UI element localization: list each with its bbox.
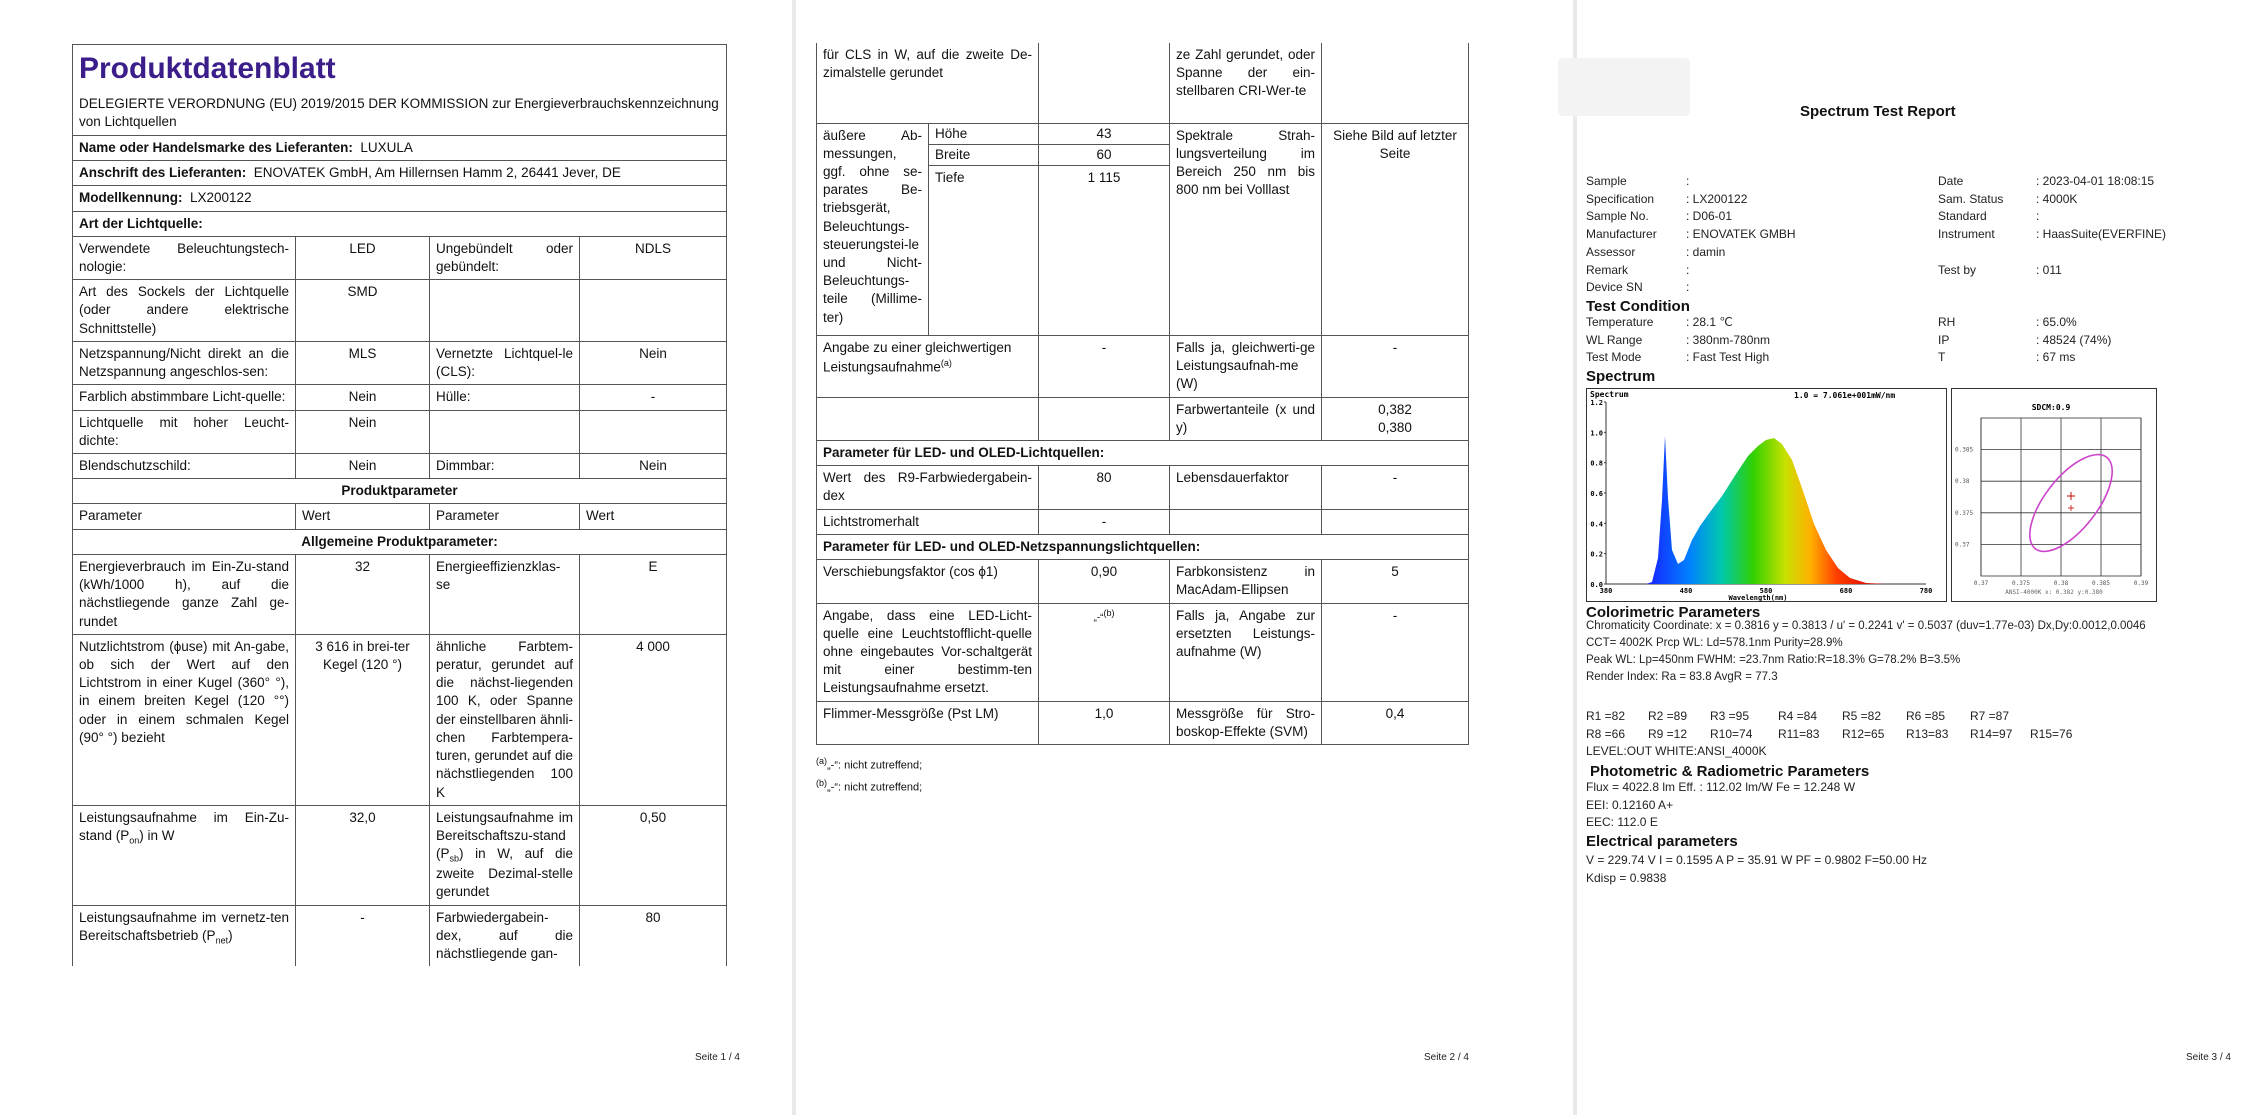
supplier-name: LUXULA <box>360 139 413 155</box>
row-label: Farbwiedergabein-dex, auf die nächstliegende gan- <box>430 905 580 966</box>
r-value: R13=83 <box>1906 727 1949 741</box>
spectral-value: Siehe Bild auf letzter Seite <box>1322 123 1469 335</box>
field-label: Test by <box>1938 262 1977 277</box>
sdcm-y-tick: 0.385 <box>1955 446 1974 454</box>
row-label: Falls ja, gleichwerti-ge Leistungsaufnah-me (W) <box>1170 335 1322 397</box>
supplier-address: ENOVATEK GmbH, Am Hillernsen Hamm 2, 26441 Jever, DE <box>253 165 621 181</box>
spectrum-y-tick: 0.2 <box>1590 550 1603 559</box>
page-title: Produktdatenblatt <box>79 52 336 85</box>
chromaticity-label: Farbwertanteile (x und y) <box>1170 397 1322 440</box>
row-label <box>430 410 580 453</box>
row-value: 3 616 in brei-ter Kegel (120 °) <box>296 634 430 805</box>
product-params-heading: Produktparameter <box>73 479 727 504</box>
chromaticity-value: 0,382 0,380 <box>1322 397 1469 440</box>
r-value: R10=74 <box>1710 727 1753 741</box>
row-value: - <box>1322 603 1469 701</box>
type-row <box>73 454 727 479</box>
row-label: Lebensdauerfaktor <box>1170 466 1322 509</box>
colorimetric-line: Chromaticity Coordinate: x = 0.3816 y = 0.3813 / u' = 0.2241 v' = 0.5037 (duv=1.77e-03) Dx,Dy:0.0012,0.0046 <box>1586 620 2146 632</box>
sdcm-chart <box>1951 388 2157 602</box>
row-value <box>1039 43 1170 123</box>
spectrum-x-tick: 780 <box>1919 587 1933 595</box>
page-2 <box>796 0 1573 1115</box>
faded-logo <box>1558 58 1690 116</box>
row-label: Wert des R9-Farbwiedergabein-dex <box>817 466 1039 509</box>
spectrum-x-tick: 480 <box>1679 587 1693 595</box>
row-value: LED <box>296 236 430 279</box>
field-value: : D06-01 <box>1686 209 1733 224</box>
field-value: : <box>1686 174 1690 188</box>
condition-value: : 67 ms <box>2036 350 2076 365</box>
condition-value: : 48524 (74%) <box>2036 332 2112 347</box>
r-value: R14=97 <box>1970 727 2013 741</box>
row-value: 1,0 <box>1039 701 1170 744</box>
row-value: - <box>1039 509 1170 534</box>
r-value: R11=83 <box>1778 727 1820 741</box>
field-value: : 2023-04-01 18:08:15 <box>2036 174 2155 188</box>
row-value: 0,90 <box>1039 560 1170 603</box>
sdcm-x-tick: 0.375 <box>2011 580 2031 587</box>
col-header-parameter: Parameter <box>430 504 580 529</box>
row-value: „-“$^{(b)}$ <box>1039 603 1170 701</box>
param-row <box>73 554 727 634</box>
row-value: 32 <box>296 554 430 634</box>
spectrum-peak-label: 1.0 = 7.061e+001mW/nm <box>1794 391 1896 400</box>
model-id: LX200122 <box>190 190 252 206</box>
dim-height-value: 43 <box>1039 123 1170 144</box>
spectrum-y-tick: 0.6 <box>1590 490 1603 498</box>
row-label: Nutzlichtstrom (ϕuse) mit An-gabe, ob sich der Wert auf den Lichtstrom in einer Kugel (360° °), in einem breiten Kegel (120 °°) oder in einem schmalen Kegel (90° °) bezieht <box>73 634 296 805</box>
colorimetric-line: CCT= 4002K Prcp WL: Ld=578.1nm Purity=28.9% <box>1586 637 1843 649</box>
row-label: Lichtquelle mit hoher Leucht-dichte: <box>73 410 296 453</box>
spectrum-y-tick: 0.8 <box>1590 459 1603 468</box>
field-label: Date <box>1938 174 1964 188</box>
led-params-heading: Parameter für LED- und OLED-Lichtquellen: <box>817 441 1469 466</box>
row-label: Farblich abstimmbare Licht-quelle: <box>73 385 296 410</box>
row-label: Falls ja, Angabe zur ersetzten Leistungs-aufnahme (W) <box>1170 603 1322 701</box>
row-label: Angabe zu einer gleichwertigen Leistungsaufnahme$^{(a)}$ <box>817 335 1039 397</box>
product-datasheet-table-continued <box>816 43 1469 745</box>
row-value: Nein <box>296 385 430 410</box>
type-heading: Art der Lichtquelle: <box>73 211 727 236</box>
page-number: Seite 2 / 4 <box>1423 1052 1469 1063</box>
electrical-line: Kdisp = 0.9838 <box>1586 870 1667 885</box>
condition-label: Temperature <box>1586 315 1654 329</box>
spectrum-chart <box>1586 388 1947 602</box>
row-value: E <box>580 554 727 634</box>
r-value: R9 =12 <box>1648 727 1688 741</box>
spectrum-x-tick: 380 <box>1599 587 1613 595</box>
spectrum-heading: Spectrum <box>1586 368 1656 385</box>
row-label: ze Zahl gerundet, oder Spanne der ein-stellbaren CRI-Wer-te <box>1170 43 1322 123</box>
row-label: Leistungsaufnahme im Bereitschaftszu-stand $(P_{sb})$ in W, auf die zweite Dezimal-stelle gerundet <box>430 805 580 905</box>
row-label: Art des Sockels der Lichtquelle (oder andere elektrische Schnittstelle) <box>73 280 296 342</box>
condition-label: WL Range <box>1586 332 1643 347</box>
field-value: : damin <box>1686 244 1726 259</box>
field-label: Manufacturer <box>1586 227 1657 242</box>
row-value: Nein <box>580 341 727 384</box>
condition-value: : 28.1 ℃ <box>1686 315 1733 329</box>
colorimetric-heading: Colorimetric Parameters <box>1586 604 1761 621</box>
sdcm-x-tick: 0.38 <box>2053 580 2069 587</box>
spectrum-y-tick: 0.4 <box>1590 520 1603 529</box>
field-value: : LX200122 <box>1686 191 1748 206</box>
row-label: Verwendete Beleuchtungstech-nologie: <box>73 236 296 279</box>
dim-height-label: Höhe <box>929 123 1039 144</box>
row-label: Messgröße für Stro-boskop-Effekte (SVM) <box>1170 701 1322 744</box>
r-value: R5 =82 <box>1842 709 1882 723</box>
footnote-a: $^{(a)}$„-“: nicht zutreffend; <box>816 756 923 772</box>
sdcm-label: SDCM:0.9 <box>2031 403 2071 412</box>
spectral-label: Spektrale Strah-lungsverteilung im Bereich 250 nm bis 800 nm bei Volllast <box>1170 123 1322 335</box>
photometric-heading: Photometric & Radiometric Parameters <box>1590 763 1870 780</box>
model-label: Modellkennung: <box>79 190 183 206</box>
page-number: Seite 3 / 4 <box>2185 1052 2231 1063</box>
field-label: Remark <box>1586 262 1629 277</box>
row-label: Blendschutzschild: <box>73 454 296 479</box>
condition-label: Test Mode <box>1586 350 1642 365</box>
sdcm-y-tick: 0.375 <box>1955 509 1974 517</box>
row-value: SMD <box>296 280 430 342</box>
row-label: Hülle: <box>430 385 580 410</box>
r-value: R7 =87 <box>1970 709 2010 723</box>
row-label: Dimmbar: <box>430 454 580 479</box>
r-value: R15=76 <box>2030 727 2073 741</box>
row-label: Ungebündelt oder gebündelt: <box>430 236 580 279</box>
dim-depth-value: 1 115 <box>1039 165 1170 335</box>
type-row <box>73 410 727 453</box>
condition-label: T <box>1938 350 1946 365</box>
regulation-text: DELEGIERTE VERORDNUNG (EU) 2019/2015 DER KOMMISSION zur Energieverbrauchskennzeichnung von Lichtquellen <box>79 95 719 129</box>
condition-value: : Fast Test High <box>1686 350 1770 365</box>
row-label: Lichtstromerhalt <box>817 509 1039 534</box>
mains-params-heading: Parameter für LED- und OLED-Netzspannungslichtquellen: <box>817 534 1469 559</box>
row-value: 80 <box>580 905 727 966</box>
spectrum-x-axis-label: Wavelength(nm) <box>1728 594 1788 602</box>
param-row <box>73 634 727 805</box>
row-value: 0,50 <box>580 805 727 905</box>
row-value: Nein <box>296 410 430 453</box>
row-label: Angabe, dass eine LED-Licht-quelle eine Leuchtstofflicht-quelle ohne eingebautes Vor-schaltgerät mit einer bestimm-ten Leistungsaufnahme ersetzt. <box>817 603 1039 701</box>
field-value: : 4000K <box>2036 191 2078 206</box>
row-label: Verschiebungsfaktor (cos ϕ1) <box>817 560 1039 603</box>
r-value: R4 =84 <box>1778 709 1818 723</box>
row-value: - <box>1039 335 1170 397</box>
param-row <box>73 805 727 905</box>
row-value: Nein <box>580 454 727 479</box>
row-value: Nein <box>296 454 430 479</box>
field-value: : HaasSuite(EVERFINE) <box>2036 227 2167 242</box>
colorimetric-line: Render Index: Ra = 83.8 AvgR = 77.3 <box>1586 671 1778 683</box>
field-label: Standard <box>1938 209 1987 224</box>
row-value <box>580 410 727 453</box>
condition-label: RH <box>1938 315 1956 329</box>
type-row <box>73 385 727 410</box>
spectrum-chart-label: Spectrum <box>1590 390 1629 399</box>
row-label: Vernetzte Lichtquel-le (CLS): <box>430 341 580 384</box>
r-value: R6 =85 <box>1906 709 1946 723</box>
row-label: Farbkonsistenz in MacAdam-Ellipsen <box>1170 560 1322 603</box>
r-value: R3 =95 <box>1710 709 1750 723</box>
row-value: 4 000 <box>580 634 727 805</box>
row-value: NDLS <box>580 236 727 279</box>
col-header-value: Wert <box>580 504 727 529</box>
column-header-row <box>73 504 727 529</box>
type-row <box>73 341 727 384</box>
field-label: Instrument <box>1938 227 1995 242</box>
photometric-line: EEI: 0.12160 A+ <box>1586 797 1674 812</box>
level-line: LEVEL:OUT WHITE:ANSI_4000K <box>1586 744 1767 758</box>
field-label: Sample No. <box>1586 209 1649 224</box>
row-value: 5 <box>1322 560 1469 603</box>
page-1 <box>0 0 792 1115</box>
row-value: 32,0 <box>296 805 430 905</box>
row-value: 80 <box>1039 466 1170 509</box>
spectrum-y-tick: 0.0 <box>1590 581 1603 589</box>
field-label: Sam. Status <box>1938 191 2004 206</box>
r-value: R1 =82 <box>1586 709 1626 723</box>
field-value: : ENOVATEK GMBH <box>1686 227 1796 242</box>
row-label: Netzspannung/Nicht direkt an die Netzspannung angeschlos-sen: <box>73 341 296 384</box>
photometric-line: Flux = 4022.8 lm Eff. : 112.02 lm/W Fe = 12.248 W <box>1586 780 1856 794</box>
spectrum-x-tick: 680 <box>1839 587 1853 595</box>
condition-value: : 380nm-780nm <box>1686 332 1771 347</box>
sdcm-x-tick: 0.37 <box>1973 580 1989 587</box>
row-value: 0,4 <box>1322 701 1469 744</box>
sdcm-footer: ANSI-4000K x: 0.382 y:0.380 <box>2005 589 2103 596</box>
r-value: R12=65 <box>1842 727 1885 741</box>
condition-value: : 65.0% <box>2036 315 2077 329</box>
sdcm-frame <box>1952 389 2157 602</box>
r-value: R2 =89 <box>1648 709 1688 723</box>
dim-width-label: Breite <box>929 144 1039 165</box>
photometric-line: EEC: 112.0 E <box>1586 815 1658 829</box>
page-number: Seite 1 / 4 <box>694 1052 740 1063</box>
field-label: Assessor <box>1586 244 1636 259</box>
supplier-address-label: Anschrift des Lieferanten: <box>79 165 247 181</box>
row-label: Leistungsaufnahme im vernetz-ten Bereitschaftsbetrieb $(P_{net})$ <box>73 905 296 966</box>
field-value: : 011 <box>2036 262 2062 277</box>
field-value: : <box>2036 209 2040 224</box>
field-label: Device SN <box>1586 280 1643 295</box>
field-value: : <box>1686 262 1690 277</box>
spectrum-y-tick: 1.0 <box>1590 429 1603 438</box>
row-value <box>580 280 727 342</box>
param-row <box>73 905 727 966</box>
row-label: Leistungsaufnahme im Ein-Zu-stand $(P_{on})$ in W <box>73 805 296 905</box>
field-value: : <box>1686 280 1690 295</box>
test-condition-heading: Test Condition <box>1586 298 1690 315</box>
row-label: Energieverbrauch im Ein-Zu-stand (kWh/1000 h), auf die nächstliegende ganze Zahl ge-rundet <box>73 554 296 634</box>
row-label: Flimmer-Messgröße (Pst LM) <box>817 701 1039 744</box>
row-value: - <box>1322 335 1469 397</box>
row-value: - <box>296 905 430 966</box>
row-label: ähnliche Farbtem-peratur, gerundet auf die nächst-liegenden 100 K, oder Spanne der einstellbaren ähnli-chen Farbtempera-turen, gerundet auf die nächstliegenden 100 K <box>430 634 580 805</box>
row-label <box>430 280 580 342</box>
sdcm-y-tick: 0.38 <box>1955 478 1970 486</box>
row-value <box>1322 43 1469 123</box>
product-datasheet-table <box>72 44 727 966</box>
sdcm-x-tick: 0.39 <box>2133 580 2149 587</box>
electrical-line: V = 229.74 V I = 0.1595 A P = 35.91 W PF = 0.9802 F=50.00 Hz <box>1586 853 1928 867</box>
row-value: - <box>1322 466 1469 509</box>
row-value: - <box>580 385 727 410</box>
field-label: Specification <box>1586 191 1655 206</box>
report-title: Spectrum Test Report <box>1800 103 1956 120</box>
col-header-value: Wert <box>296 504 430 529</box>
condition-label: IP <box>1938 332 1950 347</box>
sdcm-y-tick: 0.37 <box>1955 541 1970 549</box>
spectrum-y-tick: 1.2 <box>1590 399 1603 407</box>
r-value: R8 =66 <box>1586 727 1626 741</box>
footnote-b: $^{(b)}$„-“: nicht zutreffend; <box>816 778 923 794</box>
type-row <box>73 280 727 342</box>
type-row <box>73 236 727 279</box>
dim-depth-label: Tiefe <box>929 165 1039 335</box>
sdcm-x-tick: 0.385 <box>2091 580 2111 587</box>
row-label: für CLS in W, auf die zweite De-zimalstelle gerundet <box>817 43 1039 123</box>
dim-width-value: 60 <box>1039 144 1170 165</box>
general-params-heading: Allgemeine Produktparameter: <box>73 529 727 554</box>
row-value: MLS <box>296 341 430 384</box>
col-header-parameter: Parameter <box>73 504 296 529</box>
row-label: Energieeffizienzklas-se <box>430 554 580 634</box>
electrical-heading: Electrical parameters <box>1586 833 1738 850</box>
dimensions-label: äußere Ab-messungen, ggf. ohne se-parates Be-triebsgerät, Beleuchtungs-steuerungstei-le und Nicht-Beleuchtungs-teile (Millime-ter) <box>817 123 929 335</box>
colorimetric-line: Peak WL: Lp=450nm FWHM: =23.7nm Ratio:R=18.3% G=78.2% B=3.5% <box>1586 654 1961 666</box>
supplier-name-label: Name oder Handelsmarke des Lieferanten: <box>79 139 353 155</box>
field-label: Sample <box>1586 174 1627 188</box>
spectrum-x-tick: 580 <box>1759 587 1773 595</box>
